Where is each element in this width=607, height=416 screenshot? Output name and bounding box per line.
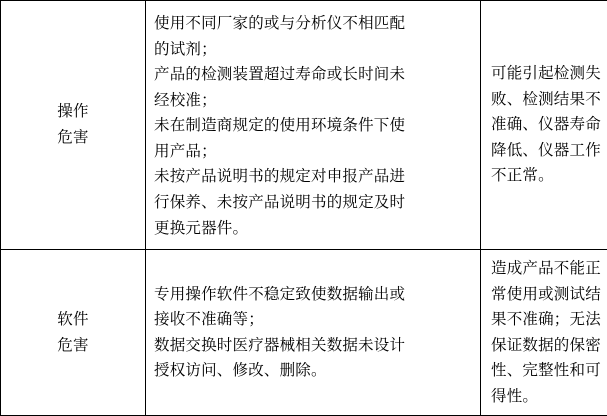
description-line: 接收不准确等； xyxy=(154,307,472,333)
description-line: 数据交换时医疗器械相关数据未设计 xyxy=(154,333,472,359)
table-row xyxy=(1,250,607,416)
consequence-line: 准确、仪器寿命 xyxy=(491,112,607,138)
consequence-line: 败、检测结果不 xyxy=(491,87,607,113)
description-line: 的试剂； xyxy=(154,37,472,63)
description-line: 未在制造商规定的使用环境条件下使 xyxy=(154,113,472,139)
description-line: 使用不同厂家的或与分析仪不相匹配 xyxy=(154,11,472,37)
hazard-consequence xyxy=(481,1,607,250)
description-line: 行保养、未按产品说明书的规定及时 xyxy=(154,190,472,216)
consequence-line: 可能引起检测失 xyxy=(491,61,607,87)
consequence-line: 降低、仪器工作 xyxy=(491,138,607,164)
hazard-description xyxy=(146,1,481,250)
description-line: 经校准； xyxy=(154,88,472,114)
table-row xyxy=(1,1,607,250)
description-line: 产品的检测装置超过寿命或长时间未 xyxy=(154,62,472,88)
consequence-line: 保证数据的保密 xyxy=(491,333,607,359)
consequence-line: 果不准确；无法 xyxy=(491,307,607,333)
hazard-category-line: 危害 xyxy=(9,125,137,151)
hazard-category-label xyxy=(1,250,146,416)
consequence-line: 不正常。 xyxy=(491,163,607,189)
description-line: 专用操作软件不稳定致使数据输出或 xyxy=(154,282,472,308)
hazard-category-line: 危害 xyxy=(9,333,137,359)
description-line: 用产品； xyxy=(154,139,472,165)
description-line: 授权访问、修改、删除。 xyxy=(154,358,472,384)
consequence-line: 性、完整性和可 xyxy=(491,358,607,384)
description-line: 更换元器件。 xyxy=(154,216,472,242)
consequence-line: 造成产品不能正 xyxy=(491,256,607,282)
description-line: 未按产品说明书的规定对申报产品进 xyxy=(154,164,472,190)
consequence-line: 常使用或测试结 xyxy=(491,282,607,308)
hazard-category-line: 操作 xyxy=(9,99,137,125)
hazard-category-line: 软件 xyxy=(9,307,137,333)
hazard-category-label xyxy=(1,1,146,250)
consequence-line: 得性。 xyxy=(491,384,607,410)
hazard-consequence xyxy=(481,250,607,416)
hazard-description xyxy=(146,250,481,416)
